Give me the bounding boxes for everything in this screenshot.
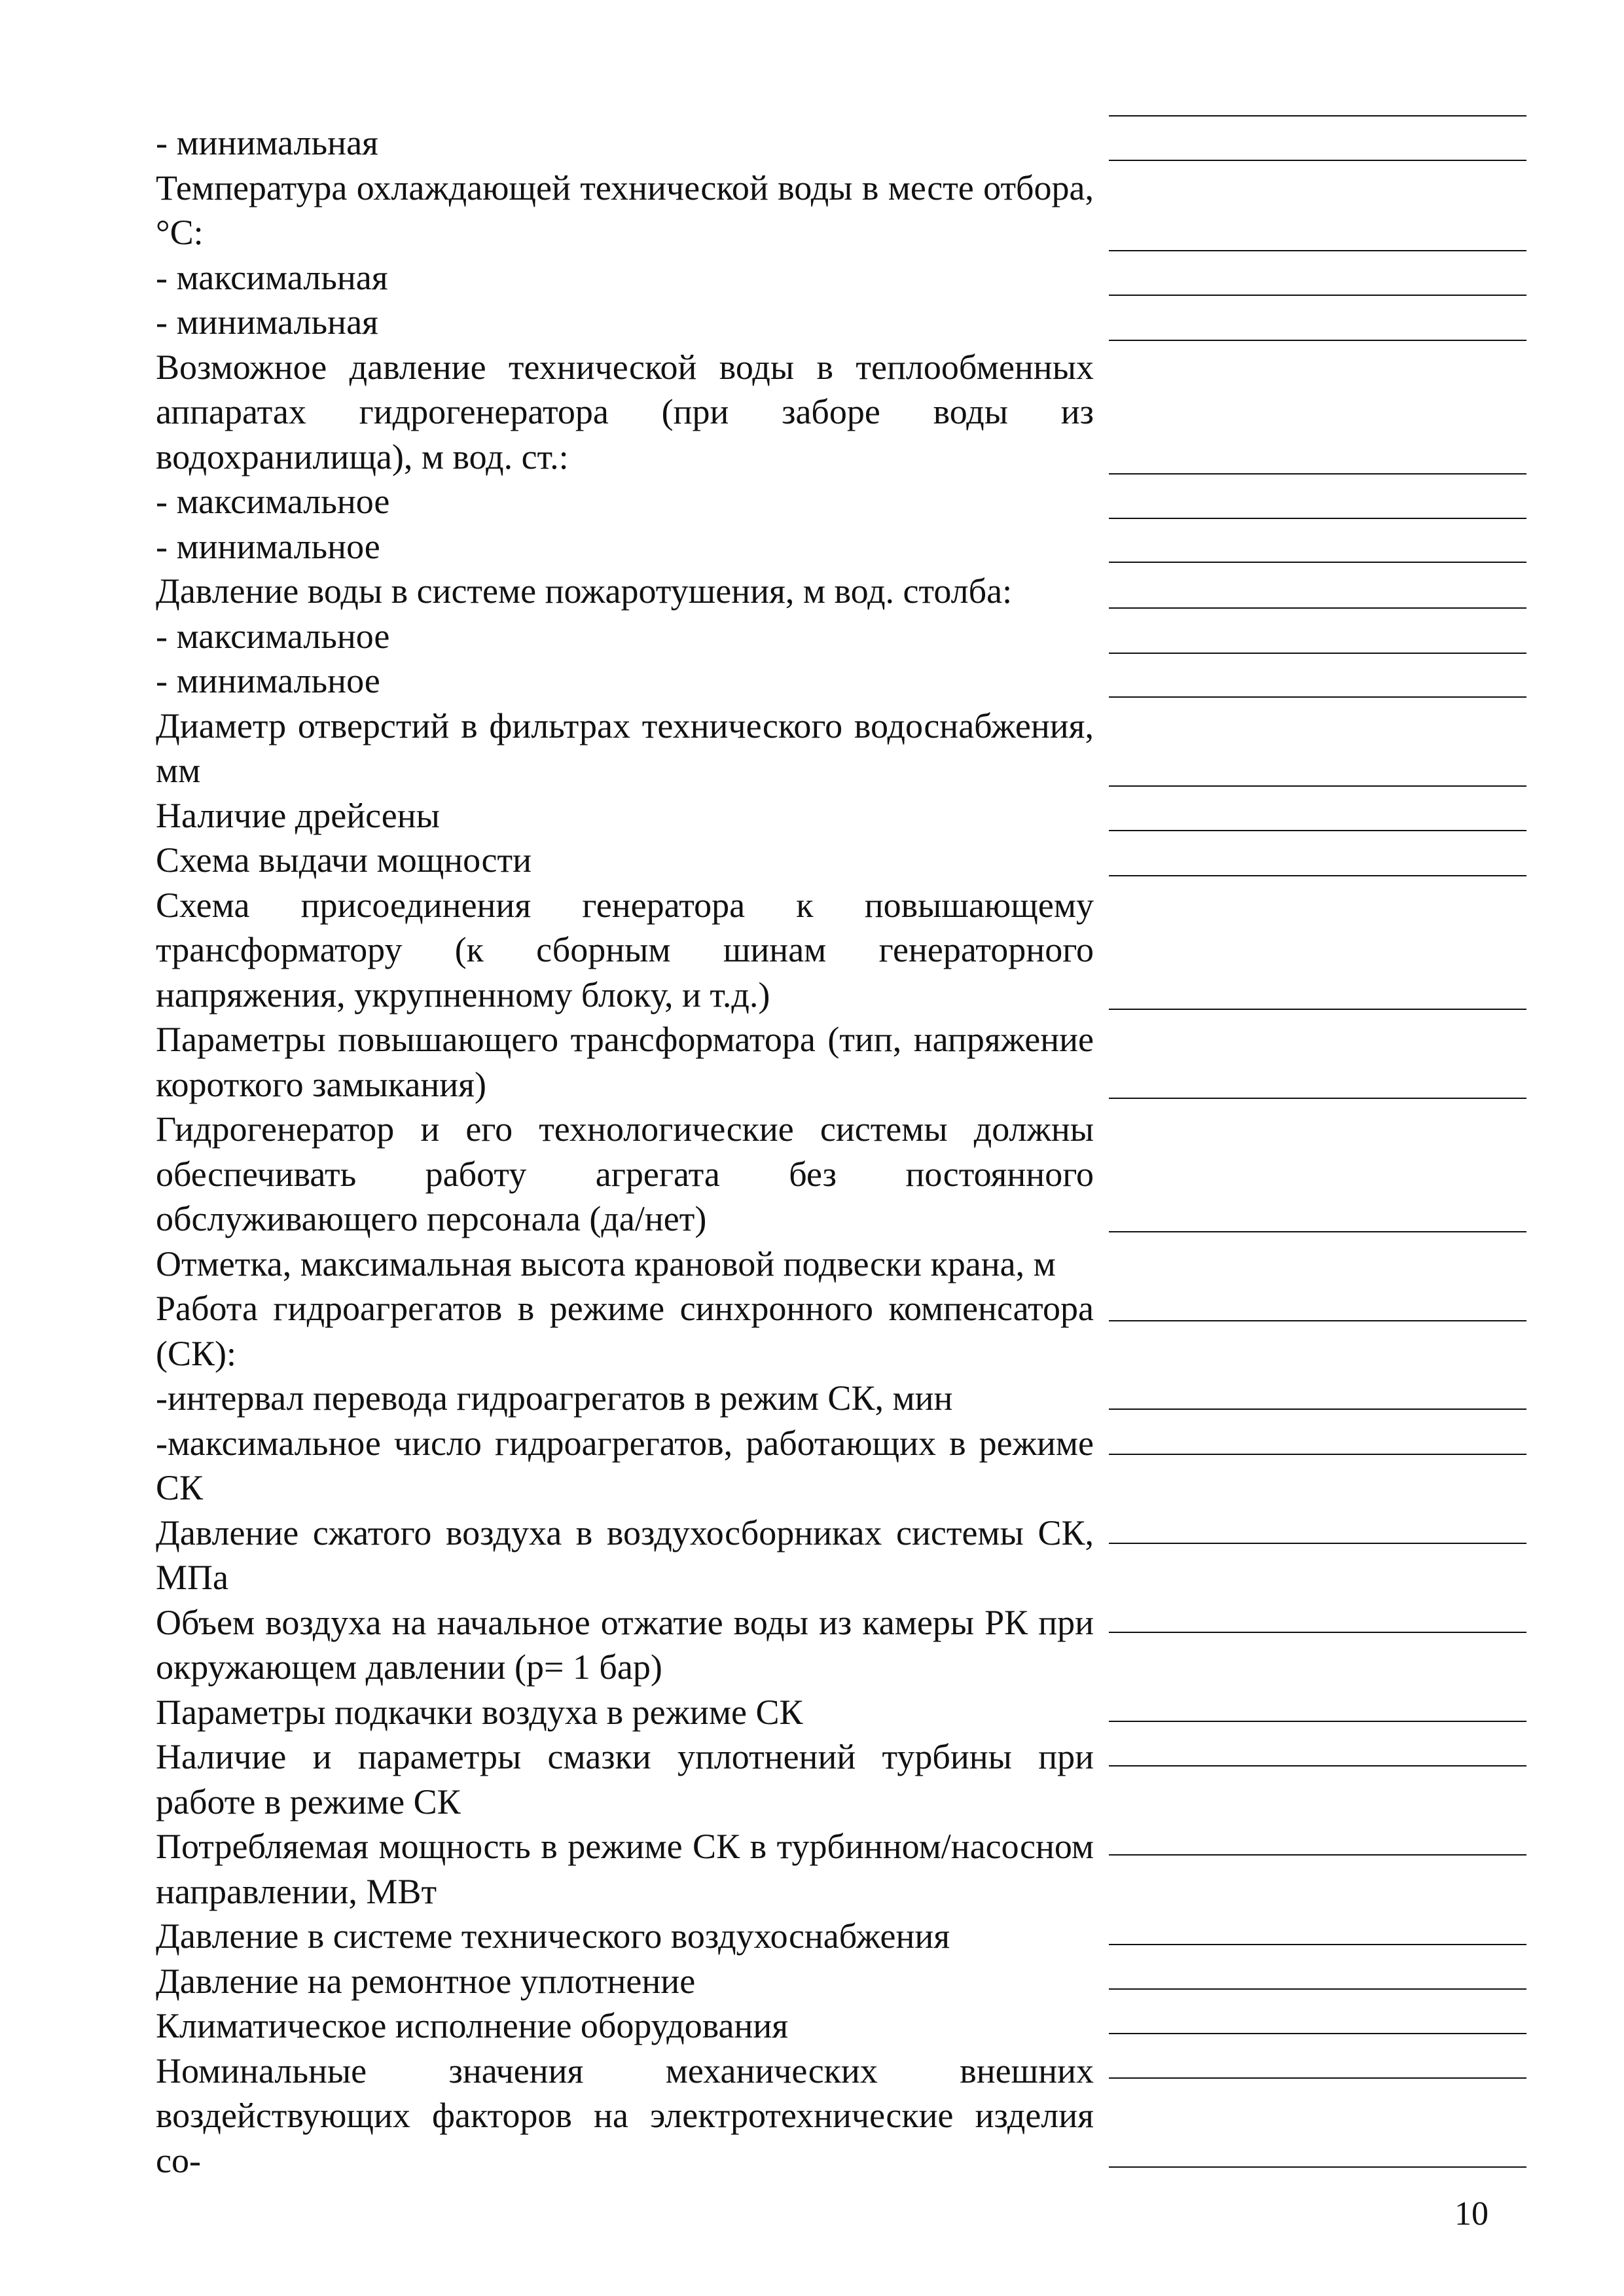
answer-blank-line <box>1109 1988 1526 1990</box>
answer-blank-line <box>1109 830 1526 831</box>
form-label: - минимальная <box>156 123 378 162</box>
answer-blank-line <box>1109 562 1526 563</box>
form-label: - максимальное <box>156 482 390 521</box>
answer-blank-line <box>1109 2166 1526 2168</box>
answer-blank-line <box>1109 1231 1526 1232</box>
answer-blank-line <box>1109 1721 1526 1722</box>
form-label: Температура охлаждающей технической воды в месте отбора, °С: <box>156 168 1094 252</box>
form-label: - минимальное <box>156 661 380 700</box>
answer-blank-line <box>1109 115 1526 117</box>
form-label: Параметры подкачки воздуха в режиме СК <box>156 1692 803 1732</box>
form-label: Потребляемая мощность в режиме СК в турбинном/насосном направлении, МВт <box>156 1827 1094 1911</box>
form-labels-column <box>156 120 1094 2183</box>
answer-blank-line <box>1109 1944 1526 1945</box>
form-label: - минимальное <box>156 526 380 566</box>
answer-blank-line <box>1109 250 1526 251</box>
form-label: Возможное давление технической воды в теплообменных аппаратах гидрогенератора (при заборе воды из водохранилища), м вод. ст.: <box>156 347 1094 476</box>
answer-blank-line <box>1109 1454 1526 1455</box>
answer-blank-line <box>1109 1408 1526 1410</box>
answer-blank-line <box>1109 1765 1526 1767</box>
form-label: Климатическое исполнение оборудования <box>156 2006 789 2045</box>
form-label: -интервал перевода гидроагрегатов в режим СК, мин <box>156 1378 953 1418</box>
answer-blank-line <box>1109 607 1526 609</box>
form-label: Схема присоединения генератора к повышающему трансформатору (к сборным шинам генераторного напряжения, укрупненному блоку, и т.д.) <box>156 885 1094 1014</box>
answer-blank-line <box>1109 1854 1526 1856</box>
form-label: - минимальная <box>156 302 378 342</box>
form-label: Гидрогенератор и его технологические системы должны обеспечивать работу агрегата без постоянного обслуживающего персонала (да/нет) <box>156 1109 1094 1238</box>
answer-blank-line <box>1109 696 1526 698</box>
form-label: - максимальное <box>156 616 390 656</box>
form-label: Диаметр отверстий в фильтрах технического водоснабжения, мм <box>156 706 1094 790</box>
form-label: Давление в системе технического воздухоснабжения <box>156 1916 950 1956</box>
answer-blanks-column <box>1109 0 1526 2225</box>
answer-blank-line <box>1109 1320 1526 1321</box>
form-label: Схема выдачи мощности <box>156 840 532 880</box>
form-label: - максимальная <box>156 257 388 297</box>
answer-blank-line <box>1109 473 1526 475</box>
form-label: Отметка, максимальная высота крановой подвески крана, м <box>156 1244 1056 1283</box>
form-label: Давление на ремонтное уплотнение <box>156 1961 696 2001</box>
form-label: Объем воздуха на начальное отжатие воды из камеры РК при окружающем давлении (р= 1 бар) <box>156 1602 1094 1687</box>
form-label: Давление сжатого воздуха в воздухосборниках системы СК, МПа <box>156 1513 1094 1597</box>
page-number: 10 <box>1454 2195 1489 2233</box>
form-label: Номинальные значения механических внешних воздействующих факторов на электротехнические изделия со- <box>156 2051 1094 2180</box>
form-label: Давление воды в системе пожаротушения, м вод. столба: <box>156 571 1013 611</box>
answer-blank-line <box>1109 340 1526 341</box>
answer-blank-line <box>1109 875 1526 876</box>
form-label: Наличие дрейсены <box>156 795 440 835</box>
answer-blank-line <box>1109 2077 1526 2079</box>
answer-blank-line <box>1109 1009 1526 1010</box>
form-label: Работа гидроагрегатов в режиме синхронного компенсатора (СК): <box>156 1289 1094 1373</box>
answer-blank-line <box>1109 785 1526 787</box>
answer-blank-line <box>1109 1098 1526 1099</box>
answer-blank-line <box>1109 295 1526 296</box>
answer-blank-line <box>1109 1632 1526 1633</box>
form-label: Наличие и параметры смазки уплотнений турбины при работе в режиме СК <box>156 1737 1094 1821</box>
answer-blank-line <box>1109 160 1526 161</box>
answer-blank-line <box>1109 653 1526 654</box>
answer-blank-line <box>1109 1543 1526 1544</box>
form-label: -максимальное число гидроагрегатов, работающих в режиме СК <box>156 1423 1094 1507</box>
form-label: Параметры повышающего трансформатора (тип, напряжение короткого замыкания) <box>156 1020 1094 1104</box>
answer-blank-line <box>1109 2033 1526 2034</box>
answer-blank-line <box>1109 518 1526 519</box>
